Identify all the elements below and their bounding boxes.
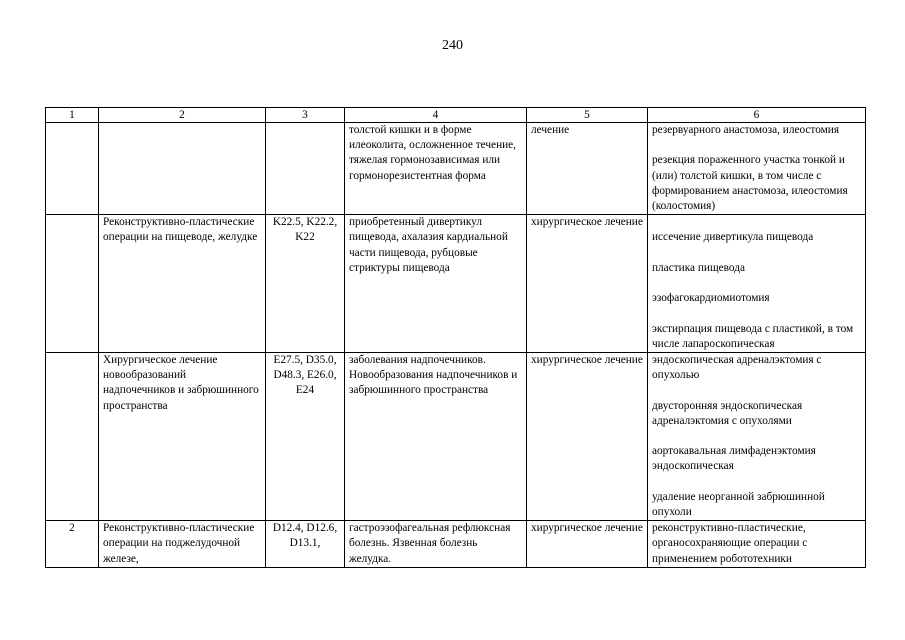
- table-row: [46, 215, 866, 353]
- diagnosis-cell: заболевания надпочечников. Новообразования надпочечников и забрюшинного пространства: [345, 352, 527, 520]
- method-item: иссечение дивертикула пищевода: [652, 231, 814, 244]
- column-header: 5: [527, 108, 648, 123]
- column-header: 6: [648, 108, 866, 123]
- method-item: резервуарного анастомоза, илеостомия: [652, 124, 840, 136]
- column-header: 3: [266, 108, 345, 123]
- treatment-type-cell: хирургическое лечение: [527, 521, 648, 568]
- procedure-group-cell: Хирургическое лечение новообразований надпочечников и забрюшинного пространства: [99, 352, 266, 520]
- procedures-table: [45, 107, 866, 568]
- method-item: эндоскопическая адреналэктомия с опухолью: [652, 353, 822, 382]
- diagnosis-cell: толстой кишки и в форме илеоколита, осложненное течение, тяжелая гормонозависимая или гормонорезистентная форма: [345, 123, 527, 215]
- method-item: экстирпация пищевода с пластикой, в том числе лапароскопическая: [652, 322, 854, 350]
- diagnosis-cell: приобретенный дивертикул пищевода, ахалазия кардиальной части пищевода, рубцовые стриктуры пищевода: [345, 215, 527, 353]
- procedure-group-cell: Реконструктивно-пластические операции на поджелудочной железе,: [99, 521, 266, 568]
- method-item: пластика пищевода: [652, 261, 745, 274]
- icd-codes-cell: D12.4, D12.6, D13.1,: [266, 521, 345, 568]
- table-row: [46, 123, 866, 215]
- header-row: [46, 108, 866, 123]
- column-header: 1: [46, 108, 99, 123]
- methods-cell: [648, 215, 866, 353]
- methods-cell: [648, 352, 866, 520]
- method-item: реконструктивно-пластические, органосохраняющие операции с применением робототехники: [652, 522, 808, 565]
- method-item: эзофагокардиомиотомия: [652, 292, 770, 305]
- method-item: удаление неорганной забрюшинной опухоли: [652, 490, 825, 518]
- treatment-type-cell: хирургическое лечение: [527, 352, 648, 520]
- method-item: резекция пораженного участка тонкой и (или) толстой кишки, в том числе с формированием анастомоза, илеостомия (колостомия): [652, 154, 848, 212]
- diagnosis-cell: гастроэзофагеальная рефлюксная болезнь. Язвенная болезнь желудка.: [345, 521, 527, 568]
- methods-cell: [648, 521, 866, 568]
- table-row: [46, 521, 866, 568]
- table-row: [46, 352, 866, 520]
- treatment-type-cell: лечение: [527, 123, 648, 215]
- column-header: 2: [99, 108, 266, 123]
- method-item: двусторонняя эндоскопическая адреналэктомия с опухолями: [652, 399, 803, 427]
- procedure-group-cell: Реконструктивно-пластические операции на пищеводе, желудке: [99, 215, 266, 353]
- treatment-type-cell: хирургическое лечение: [527, 215, 648, 353]
- icd-codes-cell: [266, 123, 345, 215]
- page-number: 240: [442, 38, 463, 53]
- icd-codes-cell: K22.5, K22.2, K22: [266, 215, 345, 353]
- row-number-cell: [46, 215, 99, 353]
- icd-codes-cell: E27.5, D35.0, D48.3, E26.0, E24: [266, 352, 345, 520]
- procedure-group-cell: [99, 123, 266, 215]
- method-item: аортокавальная лимфаденэктомия эндоскопическая: [652, 445, 816, 473]
- row-number-cell: [46, 123, 99, 215]
- column-header: 4: [345, 108, 527, 123]
- row-number-cell: [46, 352, 99, 520]
- row-number-cell: 2: [46, 521, 99, 568]
- methods-cell: [648, 123, 866, 215]
